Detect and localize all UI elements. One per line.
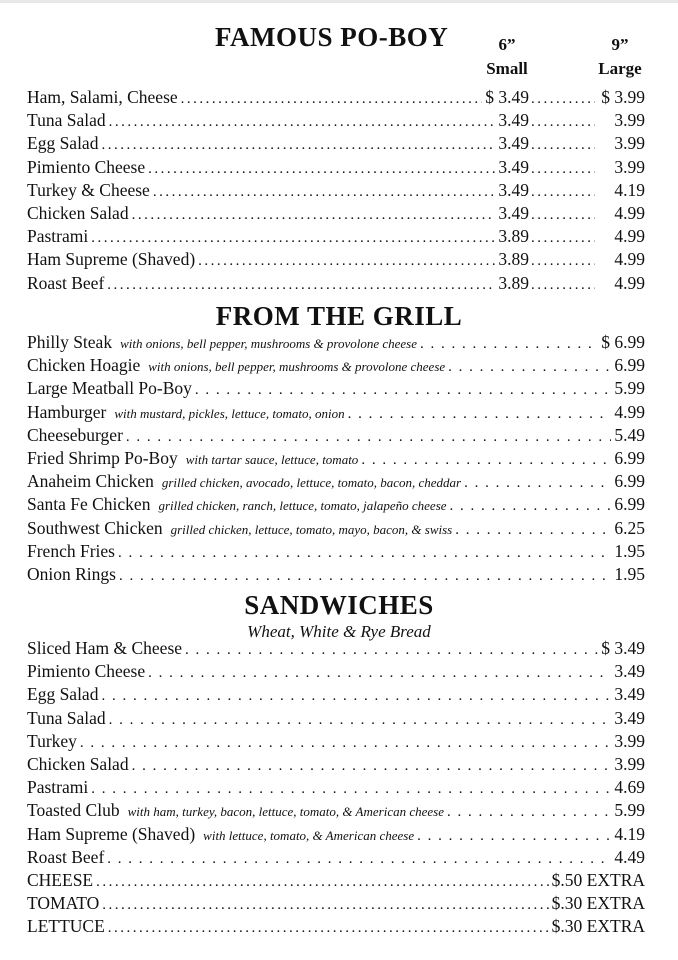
- extra-price: $.30 EXTRA: [551, 916, 645, 936]
- leader-dots: [531, 184, 595, 201]
- leader-dots: [450, 498, 612, 515]
- item-name: Chicken Salad: [27, 203, 129, 223]
- extra-item: [27, 916, 645, 938]
- leader-dots: [91, 230, 495, 247]
- item-name: Ham, Salami, Cheese: [27, 87, 178, 107]
- item-price: 3.99: [614, 730, 645, 751]
- menu-item: [27, 541, 645, 563]
- extra-name: LETTUCE: [27, 916, 105, 936]
- leader-dots: [198, 253, 495, 270]
- price-large: 4.99: [614, 203, 645, 223]
- col-small-size: 6”: [498, 35, 516, 54]
- item-name: Pastrami: [27, 777, 89, 798]
- menu-item: [27, 425, 645, 447]
- leader-dots: [126, 429, 611, 446]
- menu-item: [27, 777, 645, 799]
- col-large-header: [585, 36, 655, 78]
- item-name: Onion Rings: [27, 564, 116, 584]
- price-large: 4.99: [614, 272, 645, 293]
- sandwiches-title: SANDWICHES: [244, 590, 434, 620]
- item-price: 6.99: [614, 494, 645, 515]
- item-price: 3.49: [614, 707, 645, 728]
- leader-dots: [153, 184, 496, 201]
- price-small: $ 3.49: [485, 87, 529, 107]
- item-price: 4.69: [614, 777, 645, 798]
- item-name: Chicken Salad: [27, 754, 129, 774]
- leader-dots: [80, 735, 611, 752]
- item-price: 5.99: [614, 378, 645, 399]
- item-description: with onions, bell pepper, mushrooms & provolone cheese: [120, 336, 417, 351]
- item-description: with onions, bell pepper, mushrooms & provolone cheese: [148, 359, 446, 375]
- item-name: Turkey & Cheese: [27, 179, 150, 200]
- price-large: 4.19: [614, 179, 645, 200]
- item-name: Egg Salad: [27, 133, 99, 154]
- leader-dots: [107, 851, 611, 868]
- price-large: 3.99: [614, 133, 645, 154]
- price-small: 3.49: [498, 156, 529, 177]
- leader-dots: [91, 781, 611, 798]
- poboy-title: FAMOUS PO-BOY: [215, 22, 449, 52]
- leader-dots: [181, 91, 483, 108]
- leader-dots: [417, 828, 611, 845]
- item-description: with tartar sauce, lettuce, tomato: [185, 452, 359, 467]
- item-price: 6.25: [614, 517, 645, 538]
- extra-name: CHEESE: [27, 870, 94, 890]
- col-large-size: 9”: [611, 35, 629, 54]
- menu-item: [27, 731, 645, 753]
- menu-item: [27, 564, 645, 586]
- item-description: with lettuce, tomato, & American cheese: [203, 827, 415, 843]
- leader-dots: [348, 406, 612, 423]
- item-price: 3.49: [614, 661, 645, 682]
- sandwiches-subtitle: Wheat, White & Rye Bread: [247, 622, 431, 641]
- menu-item: [27, 824, 645, 846]
- item-name: Fried Shrimp Po-Boy: [27, 448, 178, 468]
- menu-item: [27, 402, 645, 424]
- item-price: 6.99: [614, 355, 645, 376]
- leader-dots: [109, 712, 612, 729]
- item-description: grilled chicken, lettuce, tomato, mayo, bacon, & swiss: [170, 521, 453, 537]
- item-name: Large Meatball Po-Boy: [27, 378, 192, 399]
- leader-dots: [119, 568, 611, 585]
- leader-dots: [132, 758, 612, 775]
- item-name: Pimiento Cheese: [27, 156, 146, 177]
- leader-dots: [464, 475, 611, 492]
- item-price: 4.49: [614, 846, 645, 867]
- item-name: Roast Beef: [27, 846, 105, 867]
- top-border: [0, 0, 678, 3]
- leader-dots: [96, 874, 549, 891]
- leader-dots: [102, 897, 548, 914]
- item-name: Tuna Salad: [27, 707, 106, 728]
- menu-item: [27, 203, 645, 225]
- item-name: Pastrami: [27, 226, 89, 247]
- item-name: Santa Fe Chicken: [27, 494, 151, 515]
- leader-dots: [101, 137, 495, 154]
- leader-dots: [420, 336, 598, 353]
- leader-dots: [148, 161, 495, 178]
- menu-item: [27, 180, 645, 202]
- item-name: Cheeseburger: [27, 424, 123, 445]
- price-large: 3.99: [614, 110, 645, 131]
- item-price: 3.99: [614, 754, 645, 774]
- item-price: 3.49: [614, 684, 645, 705]
- extra-name: TOMATO: [27, 893, 100, 913]
- item-description: with mustard, pickles, lettuce, tomato, onion: [114, 405, 345, 421]
- item-name: Pimiento Cheese: [27, 661, 146, 682]
- menu-item: [27, 249, 645, 271]
- leader-dots: [531, 277, 595, 294]
- menu-item: [27, 157, 645, 179]
- menu-item: [27, 226, 645, 248]
- item-name: Hamburger: [27, 401, 107, 422]
- menu-item: [27, 87, 645, 109]
- item-price: $ 6.99: [601, 332, 645, 352]
- col-small-label: Small: [486, 58, 528, 78]
- item-name: Southwest Chicken: [27, 517, 163, 538]
- extra-price: $.30 EXTRA: [551, 893, 645, 913]
- leader-dots: [448, 359, 611, 376]
- price-small: 3.49: [498, 133, 529, 154]
- price-large: 3.99: [614, 156, 645, 177]
- menu-item: [27, 133, 645, 155]
- menu-item: [27, 448, 645, 470]
- leader-dots: [109, 114, 496, 131]
- leader-dots: [132, 207, 496, 224]
- menu-item: [27, 684, 645, 706]
- item-price: 6.99: [614, 471, 645, 492]
- menu-item: [27, 471, 645, 493]
- price-small: 3.49: [498, 179, 529, 200]
- item-price: 6.99: [614, 448, 645, 468]
- leader-dots: [531, 230, 595, 247]
- item-name: Egg Salad: [27, 684, 99, 705]
- grill-title: FROM THE GRILL: [215, 301, 463, 331]
- item-name: Ham Supreme (Shaved): [27, 249, 196, 270]
- price-small: 3.89: [498, 272, 529, 293]
- item-name: Toasted Club: [27, 800, 120, 821]
- leader-dots: [447, 804, 611, 821]
- price-small: 3.89: [498, 249, 529, 270]
- price-large: 4.99: [614, 226, 645, 247]
- leader-dots: [531, 253, 595, 270]
- item-description: grilled chicken, ranch, lettuce, tomato, jalapeño cheese: [158, 498, 447, 514]
- leader-dots: [531, 91, 595, 108]
- menu-item: [27, 847, 645, 869]
- item-description: grilled chicken, avocado, lettuce, tomato, bacon, cheddar: [161, 475, 462, 491]
- item-price: 1.95: [614, 564, 645, 584]
- item-name: Chicken Hoagie: [27, 355, 141, 376]
- extra-item: [27, 870, 645, 892]
- price-large: $ 3.99: [601, 87, 645, 107]
- price-small: 3.49: [498, 203, 529, 223]
- leader-dots: [531, 161, 595, 178]
- item-name: French Fries: [27, 540, 115, 561]
- leader-dots: [455, 522, 611, 539]
- leader-dots: [101, 688, 611, 705]
- leader-dots: [531, 207, 595, 224]
- leader-dots: [148, 665, 611, 682]
- menu-item: [27, 708, 645, 730]
- menu-item: [27, 332, 645, 354]
- menu-item: [27, 378, 645, 400]
- menu-item: [27, 661, 645, 683]
- menu-item: [27, 754, 645, 776]
- menu-item: [27, 494, 645, 516]
- menu-item: [27, 110, 645, 132]
- menu-item: [27, 800, 645, 822]
- item-name: Philly Steak: [27, 332, 113, 352]
- leader-dots: [108, 920, 549, 937]
- leader-dots: [195, 382, 611, 399]
- leader-dots: [361, 452, 611, 469]
- extra-price: $.50 EXTRA: [551, 870, 645, 890]
- leader-dots: [107, 277, 495, 294]
- item-name: Tuna Salad: [27, 110, 106, 131]
- menu-item: [27, 355, 645, 377]
- item-price: $ 3.49: [601, 638, 645, 658]
- item-description: with ham, turkey, bacon, lettuce, tomato, & American cheese: [127, 804, 444, 820]
- item-price: 4.19: [614, 823, 645, 844]
- item-name: Turkey: [27, 730, 77, 751]
- leader-dots: [185, 642, 598, 659]
- item-price: 5.49: [614, 424, 645, 445]
- leader-dots: [531, 137, 595, 154]
- price-small: 3.49: [498, 110, 529, 131]
- menu-item: [27, 518, 645, 540]
- menu-item: [27, 638, 645, 660]
- item-name: Roast Beef: [27, 272, 105, 293]
- item-price: 1.95: [614, 540, 645, 561]
- menu-item: [27, 273, 645, 295]
- price-large: 4.99: [614, 249, 645, 270]
- item-name: Ham Supreme (Shaved): [27, 823, 196, 844]
- leader-dots: [531, 114, 595, 131]
- item-price: 5.99: [614, 800, 645, 821]
- col-small-header: [474, 36, 540, 78]
- extra-item: [27, 893, 645, 915]
- col-large-label: Large: [598, 58, 642, 78]
- item-price: 4.99: [614, 401, 645, 422]
- price-small: 3.89: [498, 226, 529, 247]
- item-name: Sliced Ham & Cheese: [27, 638, 183, 658]
- item-name: Anaheim Chicken: [27, 471, 154, 492]
- leader-dots: [118, 545, 611, 562]
